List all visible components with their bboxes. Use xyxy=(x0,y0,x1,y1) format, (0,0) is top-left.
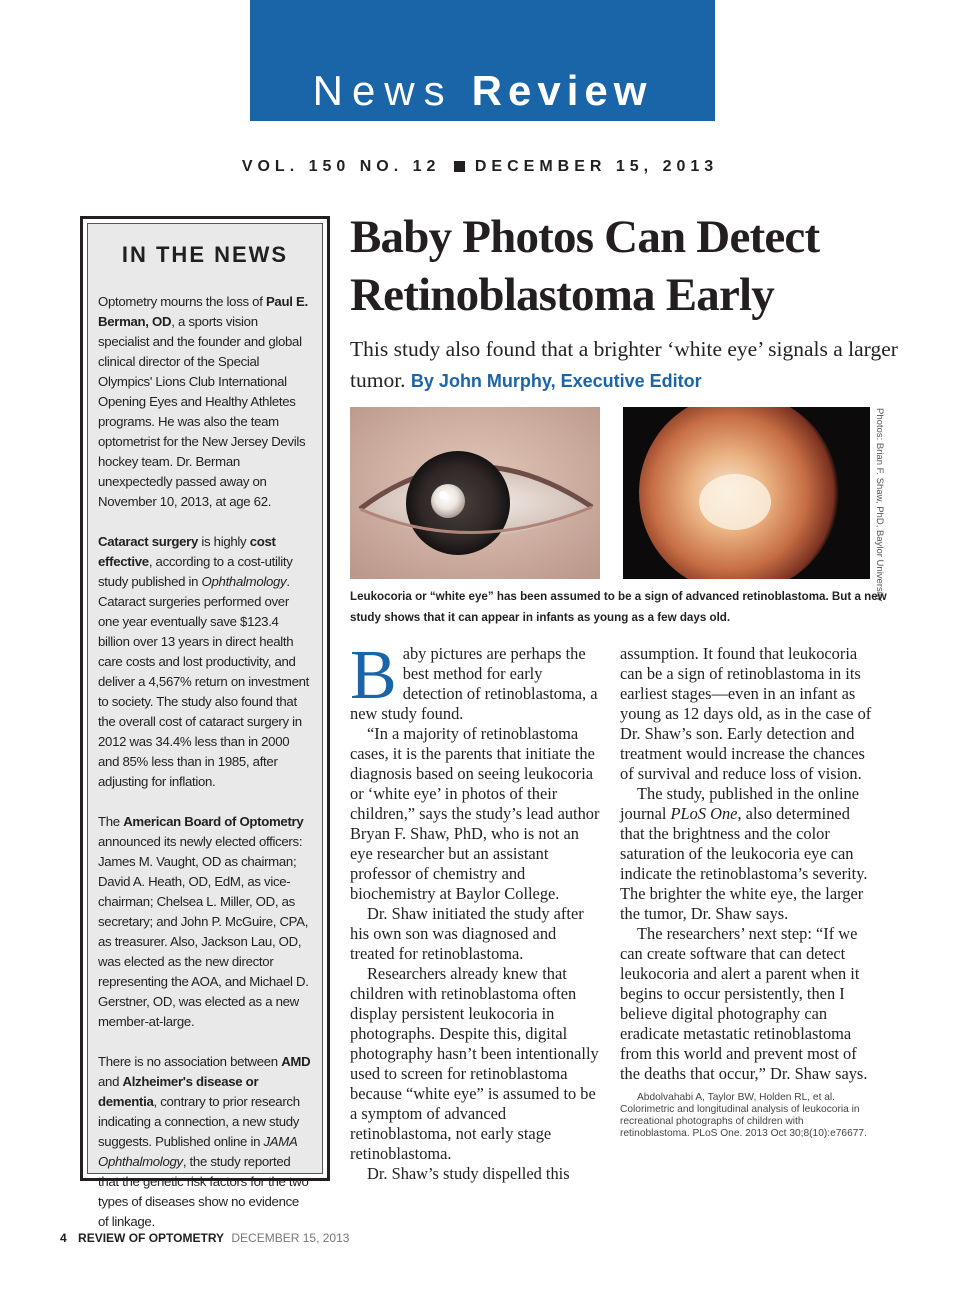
photo-infant-eye xyxy=(350,407,600,579)
news-item-text: , the study reported that the genetic risk factors for the two types of diseases show no evidence of linkage. xyxy=(98,1154,309,1229)
photo-credit-text: Photos: Brian F. Shaw, PhD, Baylor University xyxy=(874,408,885,602)
square-bullet-icon xyxy=(454,161,465,172)
news-item-amd xyxy=(98,1052,312,1232)
article-paragraph xyxy=(350,637,602,724)
drop-cap: B xyxy=(350,637,397,714)
page-footer xyxy=(60,1231,349,1245)
fundus-illustration xyxy=(623,407,870,579)
news-item-bold: Paul E. Berman, OD xyxy=(98,294,308,329)
issue-line xyxy=(0,158,960,176)
news-item-text: , a sports vision specialist and the founder and global clinical director of the Special Olympics' Lions Club International Opening Eyes and Healthy Athletes programs. He was also the team optometrist for the New Jersey Devils hockey team. Dr. Berman unexpectedly passed away on November 10, 2013, at age 62. xyxy=(98,314,306,509)
photo-fundus xyxy=(623,407,870,579)
paragraph-text: , also determined that the brightness and the color saturation of the leukocoria eye can indicate the retinoblastoma’s severity. The brighter the white eye, the larger the tumor, Dr. Shaw says. xyxy=(620,804,868,923)
photo-credit xyxy=(873,408,885,602)
news-item-text: announced its newly elected officers: James M. Vaught, OD as chairman; David A. Heath, OD, EdM, as vice-chairman; Chelsea L. Miller, OD, as secretary; and John P. McGuire, CPA, as treasurer. Also, Jackson Lau, OD, was elected as the new director representing the AOA, and Michael D. Gerstner, OD, was elected as a new member-at-large. xyxy=(98,834,309,1029)
article-paragraph: Dr. Shaw initiated the study after his own son was diagnosed and treated for retinoblastoma. xyxy=(350,904,584,963)
section-banner xyxy=(250,0,715,121)
news-item-text: The xyxy=(98,814,124,829)
article-paragraph: Dr. Shaw’s study dispelled this xyxy=(367,1164,570,1183)
article-paragraph xyxy=(620,784,872,924)
news-item-text: , contrary to prior research indicating a connection, a new study suggests. Published online in xyxy=(98,1094,300,1149)
sidebar-content xyxy=(87,223,323,1229)
news-item-italic: Ophthalmology xyxy=(201,574,287,589)
issue-volume: VOL. 150 NO. 12 xyxy=(241,158,441,175)
news-item-text: There is no association between xyxy=(98,1054,282,1069)
sidebar-title: IN THE NEWS xyxy=(121,242,289,267)
article-column-1 xyxy=(350,637,602,1184)
section-title-news: News xyxy=(312,67,454,114)
article-column-2 xyxy=(620,644,872,1140)
news-item-text: and xyxy=(98,1074,123,1089)
issue-date: DECEMBER 15, 2013 xyxy=(474,158,719,175)
article-paragraph: Researchers already knew that children with retinoblastoma often display persistent leukocoria in photographs. Despite this, digital photography hasn’t been intentionally used to screen for retinoblastoma because “white eye” is assumed to be a symptom of advanced retinoblastoma, not early stage retinoblastoma. xyxy=(350,964,599,1163)
photo-caption: Leukocoria or “white eye” has been assumed to be a sign of advanced retinoblastoma. But a new study shows that it can appear in infants as young as a few days old. xyxy=(350,590,887,624)
deck-text: This study also found that a brighter ‘white eye’ signals a larger tumor. xyxy=(350,337,898,392)
reference-citation: Abdolvahabi A, Taylor BW, Holden RL, et al. Colorimetric and longitudinal analysis of leukocoria in recreational photographs of children with retinoblastoma. PLoS One. 2013 Oct 30;8(10):e76677. xyxy=(620,1092,867,1139)
article-paragraph: The researchers’ next step: “If we can create software that can detect leukocoria and alert a parent when it begins to occur persistently, then I believe digital photography can eradicate metastatic retinoblastoma from this world and prevent most of the deaths that occur,” Dr. Shaw says. xyxy=(620,924,868,1083)
news-item-text: Optometry mourns the loss of xyxy=(98,294,266,309)
magazine-name: REVIEW OF OPTOMETRY xyxy=(78,1231,225,1245)
news-item-abo xyxy=(98,812,312,1032)
paragraph-text: The study, published in the online journal xyxy=(620,784,860,823)
journal-name: PLoS One xyxy=(670,804,738,823)
section-title-review: Review xyxy=(471,67,653,114)
news-item-bold: cost effective xyxy=(98,534,276,569)
in-the-news-sidebar xyxy=(80,216,330,1229)
byline: By John Murphy, Executive Editor xyxy=(410,371,702,391)
article-paragraph: “In a majority of retinoblastoma cases, it is the parents that initiate the diagnosis based on seeing leukocoria or ‘white eye’ in photos of their children,” says the study’s lead author Bryan F. Shaw, PhD, who is not an eye researcher but an assistant professor of chemistry and biochemistry at Baylor College. xyxy=(350,724,600,903)
footer-date: DECEMBER 15, 2013 xyxy=(231,1231,350,1245)
infant-eye-illustration xyxy=(350,407,600,579)
news-item-berman xyxy=(98,292,312,512)
news-item-italic: JAMA Ophthalmology xyxy=(98,1134,297,1169)
news-item-bold: AMD xyxy=(281,1054,311,1069)
paragraph-text: aby pictures are perhaps the best method for early detection of retinoblastoma, a new study found. xyxy=(350,644,598,723)
news-item-text: is highly xyxy=(198,534,250,549)
news-item-text: . Cataract surgeries performed over one year eventually save $123.4 billion over 13 years in direct health care costs and lost productivity, and deliver a 4,567% return on investment to society. The study also found that the overall cost of cataract surgery in 2012 was 34.4% less than in 2000 and 85% less than in 1985, after adjusting for inflation. xyxy=(98,574,310,789)
news-item-bold: Alzheimer's disease or dementia xyxy=(98,1074,259,1109)
page-number: 4 xyxy=(60,1231,67,1245)
article-deck xyxy=(350,334,910,397)
news-item-cataract xyxy=(98,532,312,792)
news-item-bold: American Board of Optometry xyxy=(123,814,304,829)
news-item-bold: Cataract surgery xyxy=(98,534,199,549)
article-paragraph: assumption. It found that leukocoria can be a sign of retinoblastoma in its earliest stages—even in an infant as young as 12 days old, as in the case of Dr. Shaw’s son. Early detection and treatment would increase the chances of survival and reduce loss of vision. xyxy=(620,644,872,783)
article-headline: Baby Photos Can Detect Retinoblastoma Early xyxy=(350,211,820,321)
news-item-text: , according to a cost-utility study published in xyxy=(98,554,293,589)
